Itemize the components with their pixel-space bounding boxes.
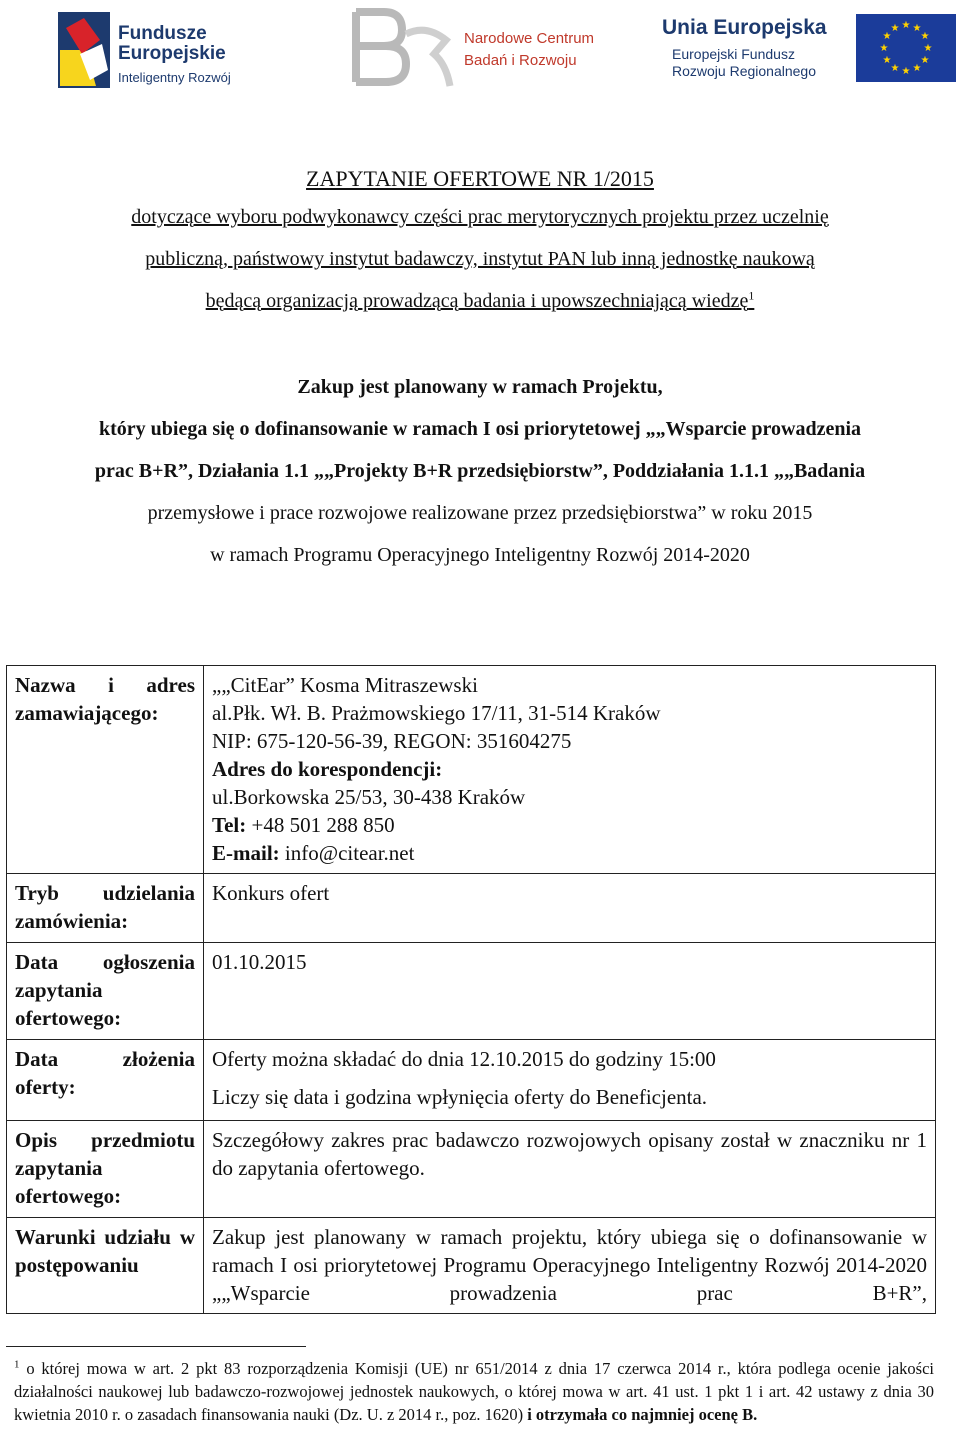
svg-text:★: ★ xyxy=(890,63,900,74)
fe-name: Fundusze Europejskie xyxy=(118,23,226,64)
footnote-separator xyxy=(6,1346,306,1347)
email-row xyxy=(212,839,927,867)
svg-text:★: ★ xyxy=(920,55,930,66)
svg-text:★: ★ xyxy=(901,20,911,31)
orderer-name: „„CitEar” Kosma Mitraszewski xyxy=(212,673,478,697)
intro-line-2: który ubiega się o dofinansowanie w ramach I osi priorytetowej „„Wsparcie prowadzenia xyxy=(98,418,861,440)
table-row xyxy=(7,1040,936,1121)
fundusze-europejskie-mark-icon xyxy=(56,10,112,90)
footnote xyxy=(14,1357,934,1426)
table-row xyxy=(7,666,936,874)
subtitle-line-2: publiczną, państwowy instytut badawczy, instytut PAN lub inną jednostkę naukową xyxy=(145,248,815,270)
correspondence-label: Adres do korespondencji: xyxy=(212,757,443,781)
submission-note: Liczy się data i godzina wpłynięcia oferty do Beneficjenta. xyxy=(212,1085,708,1109)
announce-date-label: Data ogłoszenia zapytania ofertowego: xyxy=(7,943,204,1040)
fe-program: Inteligentny Rozwój xyxy=(118,70,231,85)
description-value: Szczegółowy zakres prac badawczo rozwojowych opisany został w znaczniku nr 1 do zapytania ofertowego. xyxy=(204,1121,936,1218)
document-title: ZAPYTANIE OFERTOWE NR 1/2015 xyxy=(306,166,654,191)
announce-date-value: 01.10.2015 xyxy=(204,943,936,1040)
ue-fund: Europejski Fundusz Rozwoju Regionalnego xyxy=(672,46,816,79)
ncbr-name: Narodowe Centrum Badań i Rozwoju xyxy=(464,30,595,69)
svg-text:★: ★ xyxy=(882,55,892,66)
ue-name: Unia Europejska xyxy=(662,16,827,39)
svg-text:★: ★ xyxy=(882,31,892,42)
email-label: E-mail: xyxy=(212,841,280,865)
ncbr-logo xyxy=(346,4,616,94)
mode-label: Tryb udzielania zamówienia: xyxy=(7,874,204,943)
submission-value xyxy=(204,1040,936,1121)
intro-line-4: przemysłowe i prace rozwojowe realizowane przez przedsiębiorstwa” w roku 2015 xyxy=(147,502,813,524)
offer-details-table xyxy=(6,665,936,1314)
ncbr-br-monogram-icon xyxy=(346,4,458,92)
svg-text:★: ★ xyxy=(920,31,930,42)
phone-row xyxy=(212,811,927,839)
table-row xyxy=(7,1218,936,1314)
footnote-reference: 1 xyxy=(748,288,755,303)
intro-line-1: Zakup jest planowany w ramach Projektu, xyxy=(297,376,663,398)
footnote-marker: 1 xyxy=(14,1358,20,1371)
fundusze-europejskie-logo xyxy=(56,10,256,90)
mode-value: Konkurs ofert xyxy=(204,874,936,943)
project-intro xyxy=(14,366,946,576)
svg-text:★: ★ xyxy=(912,63,922,74)
footnote-bold-tail: i otrzymała co najmniej ocenę B. xyxy=(527,1405,758,1424)
eu-flag-icon xyxy=(856,14,956,82)
submission-label: Data złożenia oferty: xyxy=(7,1040,204,1121)
svg-text:★: ★ xyxy=(890,23,900,34)
description-label: Opis przedmiotu zapytania ofertowego: xyxy=(7,1121,204,1218)
phone-value: +48 501 288 850 xyxy=(251,813,395,837)
svg-text:★: ★ xyxy=(912,23,922,34)
orderer-value xyxy=(204,666,936,874)
table-row xyxy=(7,943,936,1040)
unia-europejska-logo xyxy=(660,12,960,92)
logo-bar xyxy=(0,0,960,100)
subtitle-line-3: będącą organizacją prowadzącą badania i upowszechniającą wiedzę$^1$ xyxy=(205,288,755,312)
conditions-value: Zakup jest planowany w ramach projektu, który ubiega się o dofinansowanie w ramach I osi priorytetowej Programu Operacyjnego Inteligentny Rozwój 2014-2020 „„Wsparcie prowadzenia prac B+R”, xyxy=(204,1218,936,1314)
table-row xyxy=(7,1121,936,1218)
document-header xyxy=(0,162,960,322)
orderer-address: al.Płk. Wł. B. Prażmowskiego 17/11, 31-514 Kraków xyxy=(212,701,661,725)
correspondence-address: ul.Borkowska 25/53, 30-438 Kraków xyxy=(212,785,526,809)
svg-text:★: ★ xyxy=(901,66,911,77)
orderer-ids: NIP: 675-120-56-39, REGON: 351604275 xyxy=(212,729,572,753)
intro-line-3: prac B+R”, Działania 1.1 „„Projekty B+R przedsiębiorstw”, Poddziałania 1.1.1 „„Badania xyxy=(94,460,866,482)
orderer-label: Nazwa i adres zamawiającego: xyxy=(7,666,204,874)
intro-line-5: w ramach Programu Operacyjnego Inteligentny Rozwój 2014-2020 xyxy=(210,544,750,566)
submission-deadline: Oferty można składać do dnia 12.10.2015 do godziny 15:00 xyxy=(212,1047,716,1071)
conditions-label: Warunki udziału w postępowaniu xyxy=(7,1218,204,1314)
svg-text:★: ★ xyxy=(879,43,889,54)
subtitle-line-1: dotyczące wyboru podwykonawcy części prac merytorycznych projektu przez uczelnię xyxy=(131,206,829,228)
email-link[interactable]: info@citear.net xyxy=(284,841,415,865)
svg-text:★: ★ xyxy=(923,43,933,54)
footnote-text: o której mowa w art. 2 pkt 83 rozporządzenia Komisji (UE) nr 651/2014 z dnia 17 czerwca 2014 r., która podlega ocenie jakości działalności naukowej lub badawczo-rozwojowej jednostek naukowych, o której mowa w art. 41 ust. 1 pkt 1 i art. 42 ustawy z dnia 30 kwietnia 2010 r. o zasadach finansowania nauki (Dz. U. z 2014 r., poz. 1620) xyxy=(14,1359,934,1424)
table-row xyxy=(7,874,936,943)
phone-label: Tel: xyxy=(212,813,247,837)
